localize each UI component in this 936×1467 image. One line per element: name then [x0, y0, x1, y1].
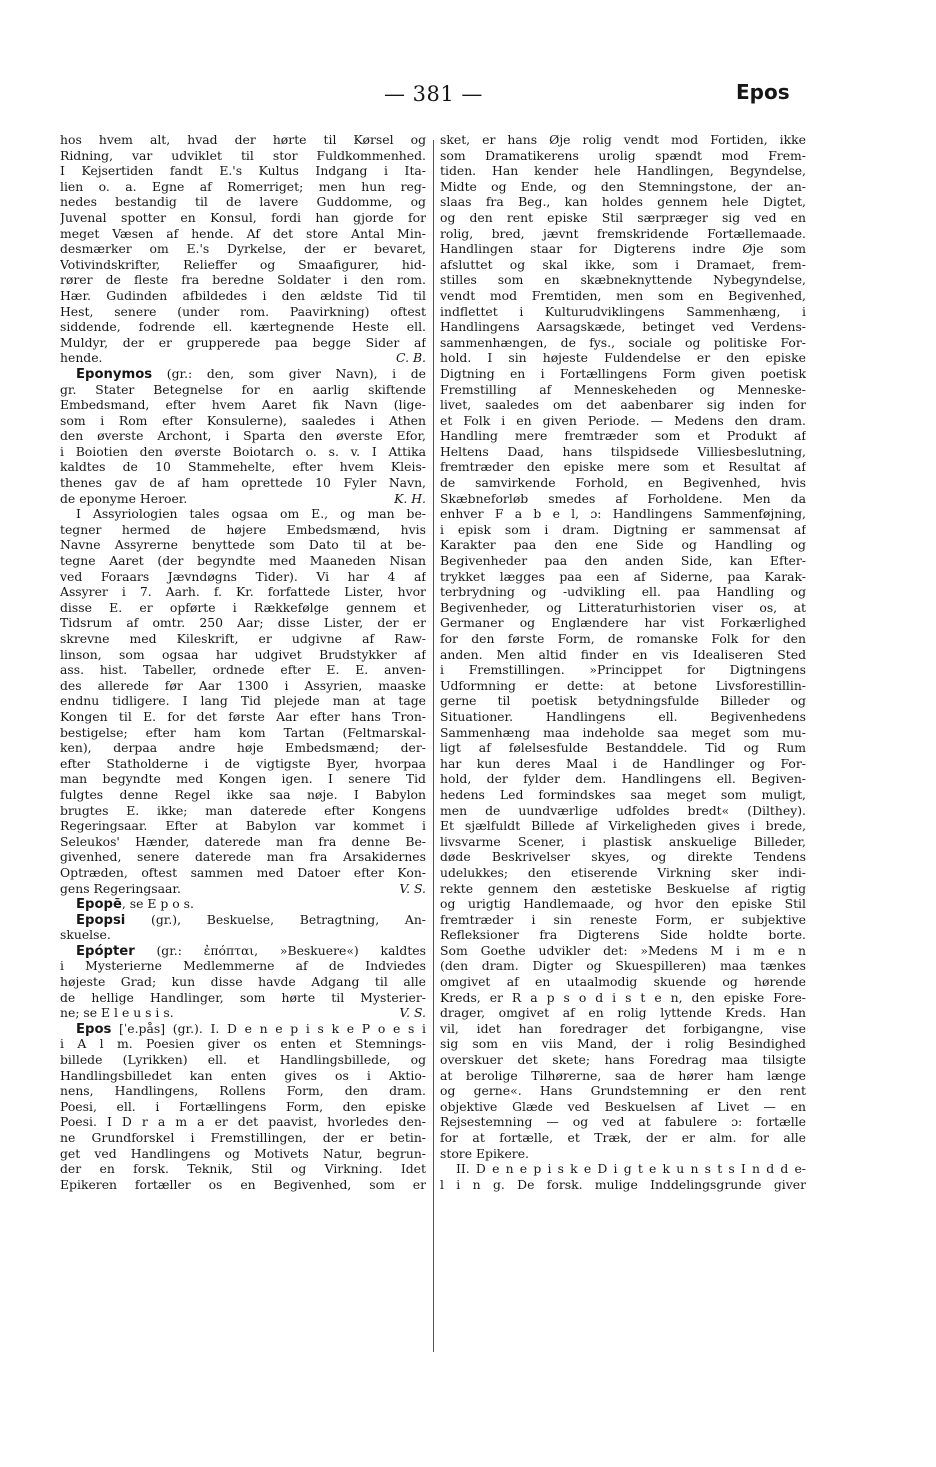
text-line [60, 896, 426, 912]
text-line [60, 756, 426, 772]
text-line [60, 475, 426, 491]
line-text: rolig, bred, jævnt fremskridende Fortællemaade. [440, 225, 806, 241]
text-line [60, 1068, 426, 1084]
line-text: de hellige Handlinger, som hørte til Mysterier- [60, 989, 426, 1005]
line-text: og den rent episke Stil særpræger sig ved en [440, 209, 806, 225]
text-line [60, 647, 426, 663]
text-line [60, 958, 426, 974]
headword: Epópter [76, 943, 135, 959]
text-line [60, 506, 426, 522]
text-line [60, 1130, 426, 1146]
line-text: Handlingens Aarsagskæde, betinget ved Verdens- [440, 319, 806, 335]
text-line [440, 272, 806, 288]
text-line [60, 725, 426, 741]
author-signature: C. B. [396, 350, 426, 366]
line-text: ne Grundforskel i Fremstillingen, der er betin- [60, 1130, 426, 1145]
text-line [60, 366, 426, 382]
author-signature: V. S. [399, 1005, 426, 1021]
line-text: lien o. a. Egne af Romerriget; men hun reg- [60, 178, 426, 194]
text-line [60, 257, 426, 273]
text-line [60, 943, 426, 959]
headword: Epopsi [76, 912, 126, 928]
text-line [60, 740, 426, 756]
text-line [60, 1036, 426, 1052]
line-text: meget Væsen af hende. Af det store Antal Min- [60, 225, 426, 241]
text-line [60, 709, 426, 725]
line-text: trykket lægges paa een af Siderne, paa Karak- [440, 568, 806, 584]
line-text: hold. I sin højeste Fuldendelse er den episke [440, 350, 806, 366]
text-line [440, 506, 806, 522]
text-line [440, 241, 806, 257]
line-text: Handlingsbilledet kan enten gives os i Aktio- [60, 1067, 426, 1083]
line-text: terbrydning og -udvikling ell. paa Handling og [440, 584, 806, 600]
line-text: Skæbneforløb smedes af Forholdene. Men da [440, 490, 806, 506]
line-text: billede (Lyrikken) ell. et Handlingsbillede, og [60, 1052, 426, 1068]
line-text: i Mysterierne Medlemmerne af de Indviedes [60, 958, 426, 974]
text-line [60, 397, 426, 413]
text-line [60, 1161, 426, 1177]
line-text: og gerne«. Hans Grundstemning er den rent [440, 1083, 806, 1099]
line-text: tegne Aaret (der begyndte med Maaneden Nisan [60, 553, 426, 569]
line-text: rekte gennem den æstetiske Beskuelse af rigtig [440, 880, 806, 896]
text-line [60, 787, 426, 803]
line-text: bestigelse; efter ham kom Tartan (Feltmarskal- [60, 724, 426, 740]
line-text: vendt mod Fremtiden, men som en Begivenhed, [440, 287, 806, 303]
page-number: — 381 — [384, 82, 483, 106]
text-line [60, 1177, 426, 1193]
line-text: hedens Led formindskes saa meget som muligt, [440, 786, 806, 802]
line-text: udelukkes; den etiserende Virkning sker indi- [440, 864, 806, 880]
column-divider [433, 140, 434, 1352]
author-signature: V. S. [399, 880, 426, 896]
text-line [60, 631, 426, 647]
text-line [60, 1052, 426, 1068]
line-text: man begyndte med Kongen igen. I senere Tid [60, 771, 426, 787]
text-line [60, 600, 426, 616]
right-column [440, 132, 806, 1192]
text-line [440, 600, 806, 616]
line-text: I Assyriologien tales ogsaa om E., og man be- [76, 506, 426, 522]
text-line [60, 459, 426, 475]
line-text: kaldtes de 10 Stammehelte, efter hvem Kleis- [60, 459, 426, 475]
line-text: Refleksioner fra Digterens Side holdte borte. [440, 927, 806, 943]
text-line [440, 881, 806, 897]
line-text: indflettet i Kulturudviklingens Sammenhæng, i [440, 303, 806, 319]
text-line [440, 584, 806, 600]
line-text: Udformning er dette: at betone Livsforestillin- [440, 677, 806, 693]
text-line [60, 319, 426, 335]
text-line [440, 615, 806, 631]
line-text: (gr.), Beskuelse, Betragtning, An- [125, 911, 426, 927]
line-text: nens, Handlingens, Rollens Form, den dram. [60, 1083, 426, 1099]
text-line [440, 459, 806, 475]
text-line [440, 647, 806, 663]
text-line [440, 194, 806, 210]
line-text: vil, idet han foredrager det forbigangne, vise [440, 1020, 806, 1036]
line-text: rører de fleste fra beredne Soldater i den rom. [60, 272, 426, 288]
line-text: thenes gav de af ham oprettede 10 Fyler Navn, [60, 475, 426, 491]
text-line [440, 491, 806, 507]
text-line [440, 304, 806, 320]
line-text: har kun deres Maal i de Handlinger og For- [440, 755, 806, 771]
headword: Eponymos [76, 366, 153, 382]
text-line [440, 226, 806, 242]
line-text: store Epikere. [440, 1145, 529, 1161]
line-text: fremtræder den episke mere som et Resultat af [440, 459, 806, 475]
text-line [440, 912, 806, 928]
text-line [60, 912, 426, 928]
line-text: Tidsrum af omtr. 250 Aar; disse Lister, der er [60, 615, 426, 631]
line-text: ved Foraars Jævndøgns Tider). Vi har 4 af [60, 568, 426, 584]
line-text: sammenhængen, de fys., sociale og politiske For- [440, 334, 806, 350]
author-signature: K. H. [394, 490, 426, 506]
line-text: siddende, fodrende ell. kærtegnende Heste ell. [60, 319, 426, 335]
text-line [60, 881, 426, 897]
line-text: som i Rom efter Konsulerne), saaledes i Athen [60, 412, 426, 428]
text-line [440, 210, 806, 226]
line-text: drager, omgivet af en rolig lyttende Kreds. Han [440, 1005, 806, 1021]
line-text: for at fortælle, et Træk, der er alm. for alle [440, 1130, 806, 1145]
line-text: skuelse. [60, 927, 111, 943]
text-line [440, 943, 806, 959]
text-line [60, 444, 426, 460]
text-line [60, 522, 426, 538]
line-text: nedes bestandig til de lavere Guddomme, og [60, 194, 426, 210]
left-column [60, 132, 426, 1192]
line-text: Seleukos' Hænder, daterede man fra denne Be- [60, 833, 426, 849]
line-text: enhver F a b e l, ɔ: Handlingens Sammenføjning, [440, 506, 806, 522]
line-text: hos hvem alt, hvad der hørte til Kørsel og [60, 132, 426, 147]
line-text: hende. [60, 350, 103, 366]
line-text: , se E p o s. [121, 896, 194, 912]
line-text: de eponyme Heroer. [60, 490, 188, 506]
text-line [60, 272, 426, 288]
line-text: fremtræder i sin reneste Form, er subjektive [440, 911, 806, 927]
line-text: slaas fra Beg., kan holdes gennem hele Digtet, [440, 194, 806, 210]
line-text: Assyrer i 7. Aarh. f. Kr. forfattede Lister, hvor [60, 584, 426, 600]
line-text: Poesi, ell. i Fortællingens Form, den episke [60, 1098, 426, 1114]
line-text: Som Goethe udvikler det: »Medens M i m e n [440, 942, 806, 958]
text-line [440, 927, 806, 943]
text-line [440, 771, 806, 787]
line-text: Karakter paa den ene Side og Handling og [440, 537, 806, 553]
text-line [440, 787, 806, 803]
text-line [60, 179, 426, 195]
text-line [440, 319, 806, 335]
line-text: l i n g. De forsk. mulige Inddelingsgrunde giver [440, 1176, 806, 1192]
text-line [60, 818, 426, 834]
text-line [440, 818, 806, 834]
line-text: sig som en viis Mand, der i rolig Besindighed [440, 1036, 806, 1052]
text-line [440, 1036, 806, 1052]
line-text: Sammenhæng maa indeholde saa meget som mu- [440, 724, 806, 740]
text-line [60, 1099, 426, 1115]
text-line [440, 163, 806, 179]
line-text: døde Beskrivelser skyes, og direkte Tendens [440, 849, 806, 865]
line-text: anden. Men altid finder en vis Idealiseren Sted [440, 646, 806, 662]
text-line [440, 350, 806, 366]
text-line [60, 241, 426, 257]
line-text: I Kejsertiden fandt E.'s Kultus Indgang i Ita- [60, 163, 426, 179]
line-text: brugtes E. ikke; man daterede efter Kongens [60, 802, 426, 818]
text-line [60, 428, 426, 444]
text-line [60, 148, 426, 164]
line-text: Juvenal spotter en Konsul, fordi han gjorde for [60, 209, 426, 225]
text-line [440, 569, 806, 585]
text-line [440, 958, 806, 974]
text-line [440, 803, 806, 819]
text-line [60, 1146, 426, 1162]
headword: Epos [76, 1021, 112, 1037]
line-text: livet, saaledes om det aabenbarer sig inden for [440, 397, 806, 413]
line-text: linson, som ogsaa har udgivet Brudstykker af [60, 646, 426, 662]
text-line [440, 1005, 806, 1021]
text-line [60, 537, 426, 553]
text-line [440, 397, 806, 413]
text-line [60, 990, 426, 1006]
line-text: Hest, senere (under rom. Paavirkning) oftest [60, 303, 426, 319]
line-text: i Boiotien den øverste Boiotarch o. s. v. I Attika [60, 443, 426, 459]
text-line [440, 444, 806, 460]
line-text: livsvarme Scener, i plastisk anskuelige Billeder, [440, 833, 806, 849]
line-text: ne; se E l e u s i s. [60, 1005, 174, 1021]
text-line [60, 210, 426, 226]
line-text: efter Statholderne i de vigtigste Byer, hvorpaa [60, 755, 426, 771]
text-line [60, 927, 426, 943]
line-text: Poesi. I D r a m a er det paavist, hvorledes den- [60, 1114, 426, 1130]
text-line [60, 834, 426, 850]
line-text: givenhed, senere daterede man fra Arsakidernes [60, 849, 426, 865]
line-text: Kreds, er R a p s o d i s t e n, den episke Fore- [440, 989, 806, 1005]
line-text: Votivindskrifter, Relieffer og Smaafigurer, hid- [60, 256, 426, 272]
text-line [440, 148, 806, 164]
text-line [60, 865, 426, 881]
line-text: Kongen til E. for det første Aar efter hans Tron- [60, 708, 426, 724]
line-text: Fremstilling af Menneskeheden og Menneske- [440, 381, 806, 397]
line-text: Regeringsaar. Efter at Babylon var kommet i [60, 818, 426, 834]
text-line [60, 382, 426, 398]
line-text: i episk som i dram. Digtning er sammensat af [440, 521, 806, 537]
line-text: Navne Assyrerne benyttede som Dato til at be- [60, 537, 426, 553]
text-line [60, 335, 426, 351]
line-text: Embedsmand, efter hvem Aaret fik Navn (lige- [60, 397, 426, 413]
line-text: ligt af følelsesfulde Bestanddele. Tid og Rum [440, 740, 806, 756]
line-text: Muldyr, der er grupperede paa begge Sider af [60, 334, 426, 350]
text-line [60, 132, 426, 148]
line-text: Begivenheder, og Litteraturhistorien viser os, at [440, 599, 806, 615]
text-line [440, 1052, 806, 1068]
text-line [440, 179, 806, 195]
text-line [60, 678, 426, 694]
line-text: II. D e n e p i s k e D i g t e k u n s t s I n d d e- [456, 1161, 806, 1177]
text-line [440, 428, 806, 444]
line-text: disse E. er opførte i Rækkefølge gennem et [60, 599, 426, 615]
text-line [60, 771, 426, 787]
line-text: Hær. Gudinden afbildedes i den ældste Tid til [60, 287, 426, 303]
line-text: i Fremstillingen. »Princippet for Digtningens [440, 662, 806, 678]
line-text: tiden. Han kender hele Handlingen, Begyndelse, [440, 163, 806, 179]
text-line [440, 990, 806, 1006]
line-text: Optræden, oftest sammen med Datoer efter Kon- [60, 864, 426, 880]
text-line [440, 1099, 806, 1115]
text-line [60, 1005, 426, 1021]
text-line [440, 709, 806, 725]
text-line [440, 553, 806, 569]
line-text: Heltens Daad, hans tilspidsede Villiesbeslutning, [440, 443, 806, 459]
line-text: gerne til poetisk betydningsfulde Billeder og [440, 693, 806, 709]
line-text: gr. Stater Betegnelse for en aarlig skiftende [60, 381, 426, 397]
line-text: [ˈe.pås] (gr.). I. D e n e p i s k e P o e s i [111, 1020, 426, 1036]
text-line [60, 304, 426, 320]
text-line [440, 865, 806, 881]
line-text: (den dram. Digter og Skuespilleren) maa tænkes [440, 958, 806, 974]
line-text: Ridning, var udviklet til stor Fuldkommenhed. [60, 147, 426, 163]
text-line [440, 740, 806, 756]
running-head: Epos [736, 80, 790, 104]
text-line [440, 662, 806, 678]
line-text: desmærker om E.'s Dyrkelse, der er bevaret, [60, 241, 426, 257]
text-line [60, 1114, 426, 1130]
text-line [440, 366, 806, 382]
text-line [440, 849, 806, 865]
text-line [60, 974, 426, 990]
text-line [440, 522, 806, 538]
text-line [440, 1083, 806, 1099]
line-text: i A l m. Poesien giver os enten et Stemnings- [60, 1036, 426, 1052]
line-text: skrevne med Kileskrift, er udgivne af Raw- [60, 631, 426, 646]
text-line [60, 803, 426, 819]
line-text: stilles som en skæbneknyttende Nybegyndelse, [440, 272, 806, 288]
line-text: hold, der fylder dem. Handlingens ell. Begiven- [440, 771, 806, 787]
text-line [440, 335, 806, 351]
line-text: des allerede før Aar 1300 i Assyrien, maaske [60, 677, 426, 693]
text-line [60, 849, 426, 865]
text-line [440, 132, 806, 148]
line-text: objektive Glæde ved Beskuelsen af Livet — en [440, 1098, 806, 1114]
line-text: (gr.: den, som giver Navn), i de [152, 365, 426, 381]
text-line [60, 1083, 426, 1099]
text-line [440, 1146, 806, 1162]
text-line [440, 678, 806, 694]
text-line [60, 693, 426, 709]
text-line [440, 896, 806, 912]
text-line [440, 631, 806, 647]
text-line [440, 974, 806, 990]
text-line [60, 553, 426, 569]
text-line [60, 491, 426, 507]
line-text: Midte og Ende, og den Stemningstone, der an- [440, 178, 806, 194]
text-line [60, 413, 426, 429]
line-text: tegner hermed de højere Embedsmænd, hvis [60, 521, 426, 537]
line-text: højeste Grad; kun disse havde Adgang til alle [60, 974, 426, 990]
text-line [60, 288, 426, 304]
line-text: Et sjælfuldt Billede af Virkeligheden gives i brede, [440, 818, 806, 834]
line-text: afsluttet og skal ikke, som i Dramaet, frem- [440, 256, 806, 272]
text-line [440, 1177, 806, 1193]
line-text: Begivenheder paa den anden Side, kan Efter- [440, 553, 806, 569]
line-text: sket, er hans Øje rolig vendt mod Fortiden, ikke [440, 132, 806, 147]
line-text: der en forsk. Teknik, Stil og Virkning. Idet [60, 1161, 426, 1177]
text-line [60, 1021, 426, 1037]
line-text: endnu tidligere. I lang Tid plejede man at tage [60, 693, 426, 709]
line-text: Handling mere fremtræder som et Produkt af [440, 428, 806, 444]
line-text: den øverste Archont, i Sparta den øverste Efor, [60, 428, 426, 444]
text-line [60, 194, 426, 210]
line-text: Handlingen staar for Digterens indre Øje som [440, 241, 806, 257]
line-text: omgivet af en utaalmodig skuende og hørende [440, 974, 806, 990]
text-line [60, 584, 426, 600]
line-text: Situationer. Handlingens ell. Begivenhedens [440, 708, 806, 724]
text-line [60, 615, 426, 631]
text-line [60, 163, 426, 179]
text-line [60, 350, 426, 366]
line-text: og urigtig Handlemaade, og hvor den episke Stil [440, 896, 806, 912]
text-line [440, 1021, 806, 1037]
text-line [60, 226, 426, 242]
text-line [440, 1114, 806, 1130]
line-text: Epikeren fortæller os en Begivenhed, som er [60, 1176, 426, 1192]
line-text: Rejsestemning — og ved at fabulere ɔ: fortælle [440, 1114, 806, 1130]
line-text: get ved Handlingens og Motivets Natur, begrun- [60, 1145, 426, 1161]
text-line [440, 756, 806, 772]
line-text: et Folk i en given Periode. — Medens den dram. [440, 412, 806, 428]
line-text: ken), derpaa andre høje Embedsmænd; der- [60, 740, 426, 756]
text-line [440, 413, 806, 429]
line-text: Digtning en i Fortællingens Form given poetisk [440, 365, 806, 381]
text-line [440, 537, 806, 553]
text-line [440, 1068, 806, 1084]
line-text: de samvirkende Forhold, en Begivenhed, hvis [440, 475, 806, 491]
line-text: men de uundværlige udfoldes bredt« (Dilthey). [440, 802, 806, 818]
text-line [60, 662, 426, 678]
text-line [440, 475, 806, 491]
line-text: (gr.: ἐπόπται, »Beskuere«) kaldtes [134, 942, 426, 958]
line-text: fulgtes denne Regel ikke saa nøje. I Babylon [60, 786, 426, 802]
headword: Epopē [76, 897, 122, 912]
text-line [440, 693, 806, 709]
line-text: ass. hist. Tabeller, ordnede efter E. E. anven- [60, 662, 426, 678]
line-text: at berolige Tilhørerne, saa de hører ham længe [440, 1067, 806, 1083]
text-line [440, 1161, 806, 1177]
line-text: Germaner og Englændere har vist Forkærlighed [440, 615, 806, 631]
line-text: for den første Form, de romanske Folk for den [440, 631, 806, 646]
text-line [440, 288, 806, 304]
text-line [440, 725, 806, 741]
text-line [440, 1130, 806, 1146]
line-text: gens Regeringsaar. [60, 880, 181, 896]
text-line [440, 834, 806, 850]
text-line [440, 382, 806, 398]
line-text: overskuer det skete; hans Foredrag maa tilsigte [440, 1052, 806, 1068]
text-line [60, 569, 426, 585]
line-text: som Dramatikerens urolig spændt mod Frem- [440, 147, 806, 163]
text-line [440, 257, 806, 273]
